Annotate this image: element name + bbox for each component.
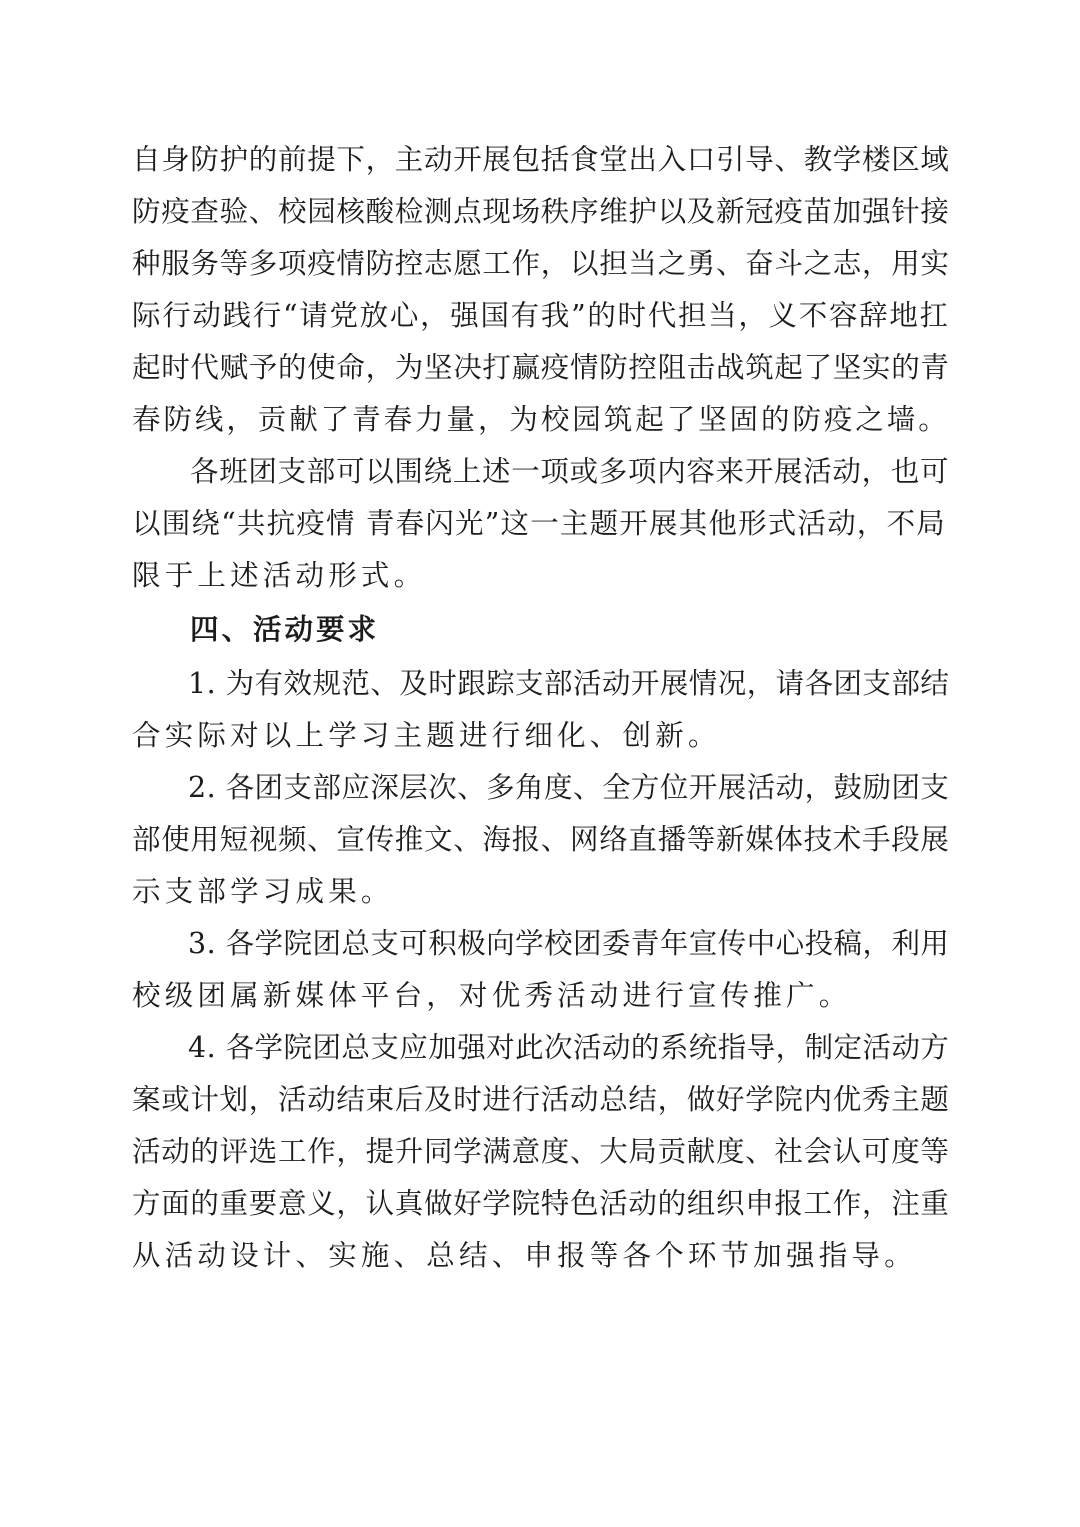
paragraph-continuation bbox=[132, 134, 952, 446]
paragraph-line: 4. 各学院团总支应加强对此次活动的系统指导，制定活动方 bbox=[188, 1031, 950, 1064]
paragraph-line: 防疫查验、校园核酸检测点现场秩序维护以及新冠疫苗加强针接 bbox=[132, 195, 950, 228]
paragraph-line: 2. 各团支部应深层次、多角度、全方位开展活动，鼓励团支 bbox=[188, 771, 950, 804]
section-heading bbox=[132, 604, 952, 656]
paragraph-line: 限于上述活动形式。 bbox=[132, 559, 427, 592]
paragraph-line: 合实际对以上学习主题进行细化、创新。 bbox=[132, 719, 721, 752]
paragraph-line: 起时代赋予的使命，为坚决打赢疫情防控阻击战筑起了坚实的青 bbox=[132, 351, 950, 384]
section-heading-text: 四、活动要求 bbox=[190, 613, 380, 646]
paragraph-line: 自身防护的前提下，主动开展包括食堂出入口引导、教学楼区域 bbox=[132, 143, 950, 176]
paragraph-line: 活动的评选工作，提升同学满意度、大局贡献度、社会认可度等 bbox=[132, 1135, 950, 1168]
paragraph-line: 以围绕“共抗疫情 青春闪光”这一主题开展其他形式活动，不局 bbox=[132, 507, 947, 540]
paragraph-line: 案或计划，活动结束后及时进行活动总结，做好学院内优秀主题 bbox=[132, 1083, 950, 1116]
paragraph-line: 方面的重要意义，认真做好学院特色活动的组织申报工作，注重 bbox=[132, 1187, 950, 1220]
paragraph-line: 示支部学习成果。 bbox=[132, 875, 394, 908]
paragraph-line: 3. 各学院团总支可积极向学校团委青年宣传中心投稿，利用 bbox=[188, 927, 950, 960]
requirement-item-3 bbox=[132, 918, 952, 1022]
paragraph-activity-scope bbox=[132, 446, 952, 602]
paragraph-line: 部使用短视频、宣传推文、海报、网络直播等新媒体技术手段展 bbox=[132, 823, 950, 856]
paragraph-line: 1. 为有效规范、及时跟踪支部活动开展情况，请各团支部结 bbox=[188, 667, 950, 700]
paragraph-line: 各班团支部可以围绕上述一项或多项内容来开展活动，也可 bbox=[190, 455, 950, 488]
paragraph-line: 际行动践行“请党放心，强国有我”的时代担当，义不容辞地扛 bbox=[132, 299, 950, 332]
paragraph-line: 春防线，贡献了青春力量，为校园筑起了坚固的防疫之墙。 bbox=[132, 403, 950, 436]
requirement-item-4 bbox=[132, 1022, 952, 1282]
paragraph-line: 从活动设计、实施、总结、申报等各个环节加强指导。 bbox=[132, 1239, 917, 1272]
paragraph-line: 种服务等多项疫情防控志愿工作，以担当之勇、奋斗之志，用实 bbox=[132, 247, 950, 280]
paragraph-line: 校级团属新媒体平台，对优秀活动进行宣传推广。 bbox=[132, 979, 852, 1012]
requirement-item-2 bbox=[132, 762, 952, 918]
requirement-item-1 bbox=[132, 658, 952, 762]
